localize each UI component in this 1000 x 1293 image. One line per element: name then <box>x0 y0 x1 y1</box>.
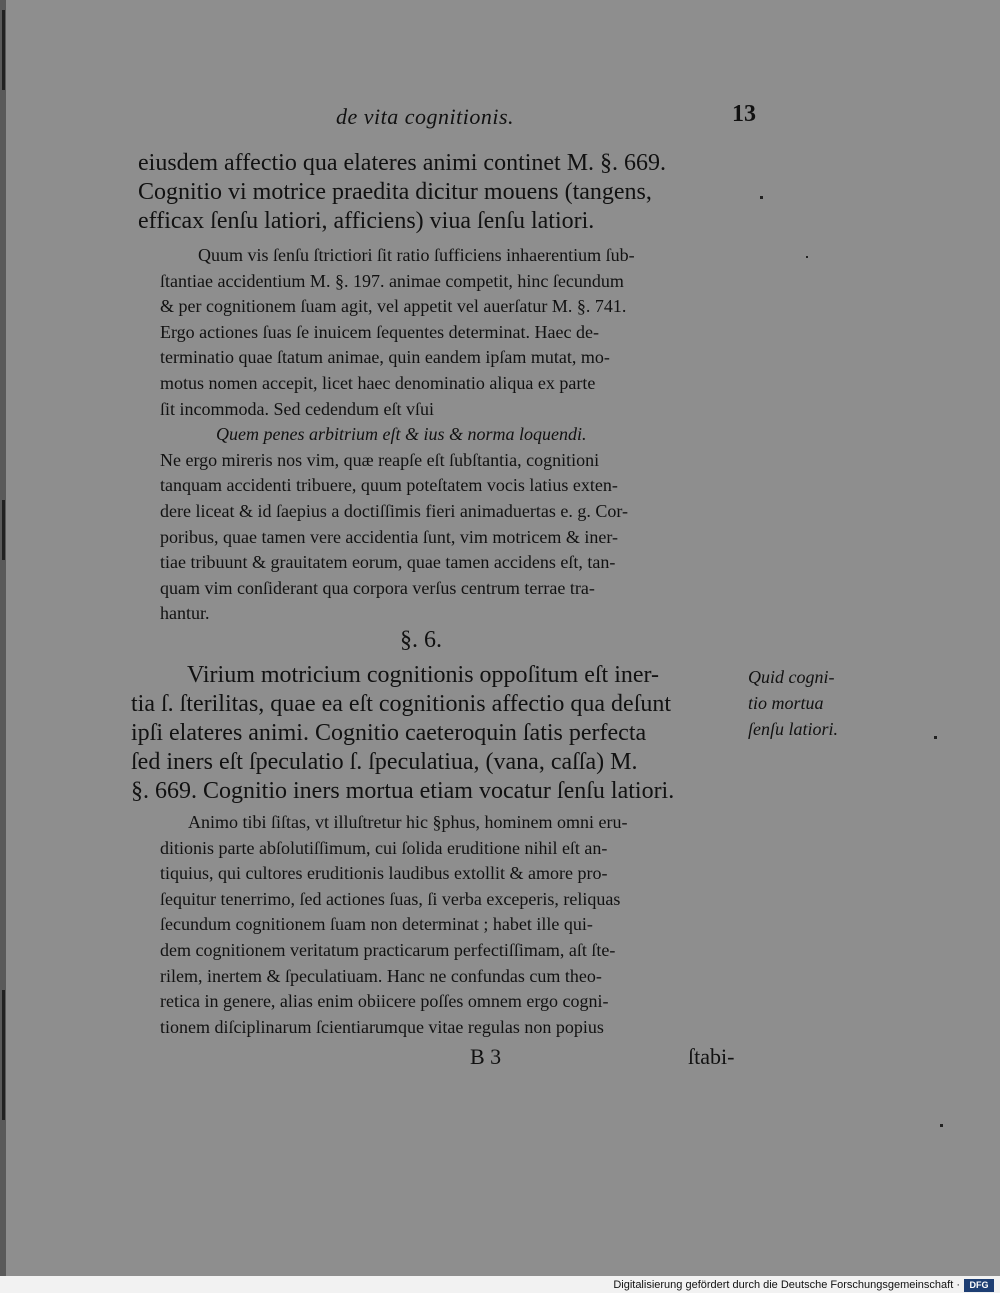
digitization-credit: Digitalisierung gefördert durch die Deutsche Forschungsgemeinschaft · <box>613 1279 960 1291</box>
text-line: hantur. <box>160 603 210 624</box>
text-line: rilem, inertem & ſpeculatiuam. Hanc ne confundas cum theo- <box>160 965 602 986</box>
scan-speck <box>760 196 763 199</box>
text-line: ſequitur tenerrimo, ſed actiones ſuas, ſi verba exceperis, reliquas <box>160 888 621 909</box>
text-line: tio mortua <box>748 693 824 713</box>
text-line: poribus, quae tamen vere accidentia ſunt, vim motricem & iner- <box>160 526 618 547</box>
marginal-note <box>748 664 838 742</box>
text-line: tiquius, qui cultores eruditionis laudibus extollit & amore pro- <box>160 863 608 884</box>
paragraph-main-1 <box>138 149 666 236</box>
dfg-logo: DFG <box>964 1279 994 1292</box>
text-line: tanquam accidenti tribuere, quum poteſtatem vocis latius exten- <box>160 475 618 496</box>
text-line: retica in genere, alias enim obiicere poſſes omnem ergo cogni- <box>160 991 609 1012</box>
page-number: 13 <box>732 101 756 127</box>
signature-mark: B 3 <box>470 1044 502 1069</box>
text-line: tia ſ. ſterilitas, quae ea eſt cognitionis affectio qua deſunt <box>131 691 672 717</box>
text-line: Cognitio vi motrice praedita dicitur mouens (tangens, <box>138 179 652 205</box>
text-line: Ergo actiones ſuas ſe inuicem ſequentes determinat. Haec de- <box>160 321 599 342</box>
quotation-line: Quem penes arbitrium eſt & ius & norma loquendi. <box>216 424 587 445</box>
text-line: tiae tribuunt & grauitatem eorum, quae tamen accidens eſt, tan- <box>160 552 616 573</box>
text-line: Virium motricium cognitionis oppoſitum eſt iner- <box>187 662 660 688</box>
text-line: ſed iners eſt ſpeculatio ſ. ſpeculatiua, (vana, caſſa) M. <box>131 749 638 775</box>
text-line: eiusdem affectio qua elateres animi continet M. §. 669. <box>138 150 667 176</box>
text-line: tionem diſciplinarum ſcientiarumque vitae regulas non popius <box>160 1016 604 1037</box>
footnote-2 <box>160 810 627 1040</box>
text-line: motus nomen accepit, licet haec denominatio aliqua ex parte <box>160 372 596 393</box>
edge-mark <box>2 10 5 90</box>
text-line: ſit incommoda. Sed cedendum eſt vſui <box>160 398 434 419</box>
edge-mark <box>2 990 5 1120</box>
text-line: ſenſu latiori. <box>748 719 838 739</box>
scan-speck <box>940 1124 943 1127</box>
text-line: ſtantiae accidentium M. §. 197. animae competit, hinc ſecundum <box>160 270 624 291</box>
text-line: ſecundum cognitionem ſuam non determinat ; habet ille qui- <box>160 914 593 935</box>
section-heading: §. 6. <box>400 627 442 653</box>
scan-speck <box>806 256 808 258</box>
text-line: Quum vis ſenſu ſtrictiori ſit ratio ſufficiens inhaerentium ſub- <box>198 245 635 265</box>
text-line: ipſi elateres animi. Cognitio caeteroquin ſatis perfecta <box>131 720 647 746</box>
text-line: Ne ergo mireris nos vim, quæ reapſe eſt ſubſtantia, cognitioni <box>160 449 600 470</box>
running-title: de vita cognitionis. <box>336 104 515 129</box>
text-line: dere liceat & id ſaepius a doctiſſimis fieri animaduertas e. g. Cor- <box>160 500 628 521</box>
paragraph-main-2 <box>131 661 674 806</box>
text-line: Quid cogni- <box>748 667 835 687</box>
text-line: efficax ſenſu latiori, afficiens) viua ſenſu latiori. <box>138 208 595 234</box>
text-line: terminatio quae ſtatum animae, quin eandem ipſam mutat, mo- <box>160 347 610 368</box>
text-line: ditionis parte abſolutiſſimum, cui ſolida eruditione nihil eſt an- <box>160 837 608 858</box>
text-line: quam vim conſiderant qua corpora verſus centrum terrae tra- <box>160 577 595 598</box>
scan-speck <box>934 736 937 739</box>
text-line: dem cognitionem veritatum practicarum perfectiſſimam, aſt ſte- <box>160 939 616 960</box>
footnote-1 <box>160 243 635 627</box>
catchword: ſtabi- <box>688 1044 735 1069</box>
text-line: Animo tibi ſiſtas, vt illuſtretur hic §phus, hominem omni eru- <box>188 812 628 832</box>
text-line: §. 669. Cognitio iners mortua etiam vocatur ſenſu latiori. <box>131 778 675 804</box>
edge-mark <box>2 500 5 560</box>
text-line: & per cognitionem ſuam agit, vel appetit vel auerſatur M. §. 741. <box>160 296 627 317</box>
